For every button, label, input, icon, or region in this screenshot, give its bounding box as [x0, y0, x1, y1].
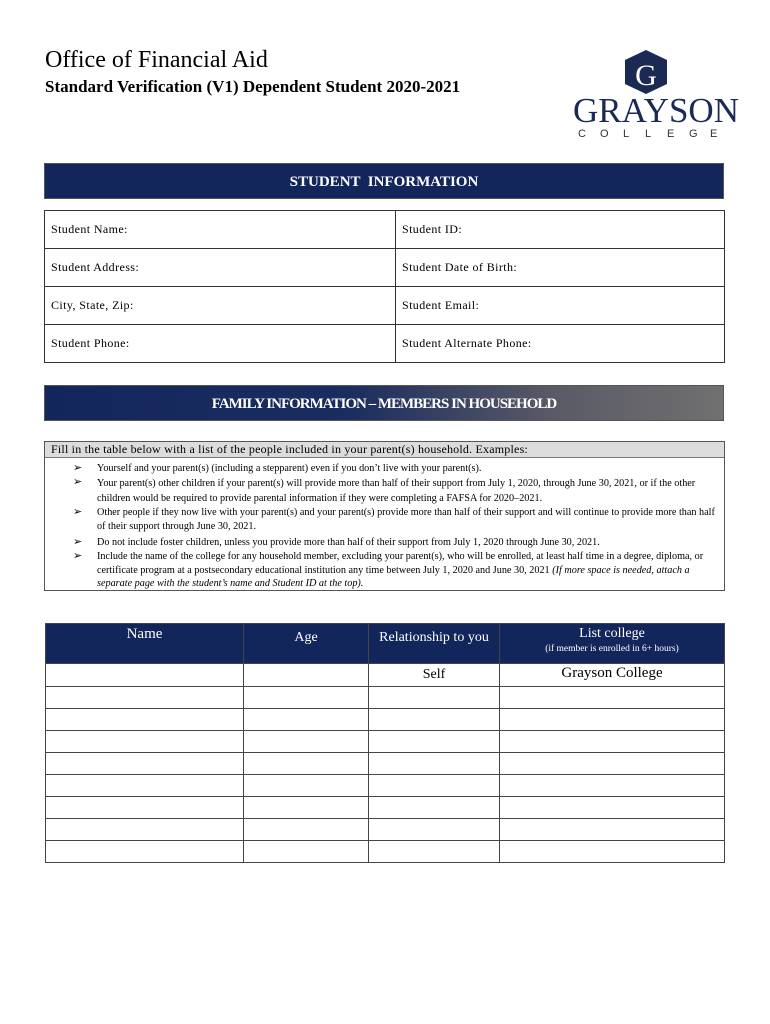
relationship-cell[interactable]	[369, 797, 500, 819]
logo-sub-letter: E	[710, 128, 718, 140]
logo-letter: G	[635, 59, 657, 92]
city-state-zip-field[interactable]: City, State, Zip:	[45, 287, 396, 325]
table-row	[46, 797, 725, 819]
student-information-table	[44, 210, 725, 363]
table-row	[46, 775, 725, 797]
list-item: Other people if they now live with your parent(s) and your parent(s) provide more than half of their support and will continue to provide more than half of their support through June 30, 2021.	[97, 507, 715, 532]
student-name-field[interactable]: Student Name:	[45, 211, 396, 249]
table-row	[46, 709, 725, 731]
table-row	[46, 687, 725, 709]
table-header-row	[46, 624, 725, 664]
age-cell[interactable]	[244, 731, 369, 753]
student-alt-phone-field[interactable]: Student Alternate Phone:	[396, 325, 725, 363]
age-cell[interactable]	[244, 753, 369, 775]
logo-sub-letter: O	[600, 128, 609, 140]
list-item: Yourself and your parent(s) (including a stepparent) even if you don’t live with your parent(s).	[97, 463, 482, 474]
name-cell[interactable]	[46, 753, 244, 775]
name-cell[interactable]	[46, 797, 244, 819]
list-item: Your parent(s) other children if your parent(s) will provide more than half of their support from July 1, 2020, through June 30, 2021, or if the other children would be required to provide parental information if they were completing a FAFSA for 2020–2021.	[97, 478, 696, 504]
column-header-age: Age	[244, 624, 369, 664]
table-row	[46, 664, 725, 687]
college-header-label: List college	[579, 626, 645, 641]
college-cell[interactable]	[500, 797, 725, 819]
relationship-cell[interactable]	[369, 775, 500, 797]
page-title: Office of Financial Aid	[45, 47, 268, 73]
column-header-relationship: Relationship to you	[369, 624, 500, 664]
student-email-field[interactable]: Student Email:	[396, 287, 725, 325]
column-header-college	[500, 624, 725, 664]
arrow-bullet-icon: ➢	[73, 462, 83, 474]
age-cell[interactable]	[244, 709, 369, 731]
age-cell[interactable]	[244, 664, 369, 687]
table-row	[46, 841, 725, 863]
age-cell[interactable]	[244, 797, 369, 819]
relationship-cell[interactable]	[369, 819, 500, 841]
student-address-field[interactable]: Student Address:	[45, 249, 396, 287]
college-cell[interactable]: Grayson College	[500, 664, 725, 687]
logo-sub-letter: E	[667, 128, 675, 140]
relationship-cell[interactable]	[369, 687, 500, 709]
family-information-heading: FAMILY INFORMATION – MEMBERS IN HOUSEHOLD	[44, 385, 724, 421]
bullet-text: Include the name of the college for any household member, excluding your parent(s), who will be enrolled, at least half time in a degree, diploma, or certificate program at a postsecondary educational institution any time between July 1, 2020 and June 30, 2021	[97, 551, 704, 576]
relationship-cell[interactable]	[369, 753, 500, 775]
student-information-heading: STUDENT INFORMATION	[44, 163, 724, 199]
student-phone-field[interactable]: Student Phone:	[45, 325, 396, 363]
household-members-table	[45, 623, 725, 863]
college-cell[interactable]	[500, 731, 725, 753]
student-id-field[interactable]: Student ID:	[396, 211, 725, 249]
instructions-intro: Fill in the table below with a list of the people included in your parent(s) household. Examples:	[45, 442, 724, 458]
college-cell[interactable]	[500, 819, 725, 841]
student-dob-field[interactable]: Student Date of Birth:	[396, 249, 725, 287]
table-row	[46, 731, 725, 753]
arrow-bullet-icon: ➢	[73, 550, 83, 562]
relationship-cell[interactable]	[369, 709, 500, 731]
name-cell[interactable]	[46, 664, 244, 687]
household-instructions	[44, 441, 725, 591]
table-row	[46, 819, 725, 841]
college-cell[interactable]	[500, 841, 725, 863]
arrow-bullet-icon: ➢	[73, 476, 83, 488]
name-cell[interactable]	[46, 819, 244, 841]
form-subtitle: Standard Verification (V1) Dependent Student 2020-2021	[45, 77, 461, 96]
logo-sub-letter: L	[623, 128, 630, 140]
name-cell[interactable]	[46, 687, 244, 709]
table-row	[45, 249, 725, 287]
arrow-bullet-icon: ➢	[73, 506, 83, 518]
relationship-cell[interactable]	[369, 731, 500, 753]
age-cell[interactable]	[244, 687, 369, 709]
table-row	[46, 753, 725, 775]
age-cell[interactable]	[244, 819, 369, 841]
column-header-name: Name	[46, 624, 244, 664]
logo-name: GRAYSON	[573, 91, 739, 130]
grayson-college-logo	[573, 48, 739, 140]
name-cell[interactable]	[46, 841, 244, 863]
arrow-bullet-icon: ➢	[73, 536, 83, 548]
list-item	[97, 550, 719, 591]
logo-sub-letter: L	[645, 128, 652, 140]
name-cell[interactable]	[46, 775, 244, 797]
relationship-cell[interactable]	[369, 841, 500, 863]
college-cell[interactable]	[500, 687, 725, 709]
logo-sub-letter: G	[689, 128, 698, 140]
college-cell[interactable]	[500, 753, 725, 775]
logo-sub-letter: C	[578, 128, 586, 140]
relationship-cell[interactable]: Self	[369, 664, 500, 687]
table-row	[45, 325, 725, 363]
college-cell[interactable]	[500, 775, 725, 797]
bullet-note-italic: (If more space is needed, attach a separate page with the student’s name and Student ID at the top).	[97, 564, 690, 589]
name-cell[interactable]	[46, 709, 244, 731]
table-row	[45, 287, 725, 325]
college-header-note: (if member is enrolled in 6+ hours)	[545, 644, 679, 654]
age-cell[interactable]	[244, 775, 369, 797]
table-row	[45, 211, 725, 249]
college-cell[interactable]	[500, 709, 725, 731]
name-cell[interactable]	[46, 731, 244, 753]
hexagon-g-icon	[573, 48, 719, 96]
list-item: Do not include foster children, unless you provide more than half of their support from July 1, 2020 through June 30, 2021.	[97, 537, 600, 548]
age-cell[interactable]	[244, 841, 369, 863]
